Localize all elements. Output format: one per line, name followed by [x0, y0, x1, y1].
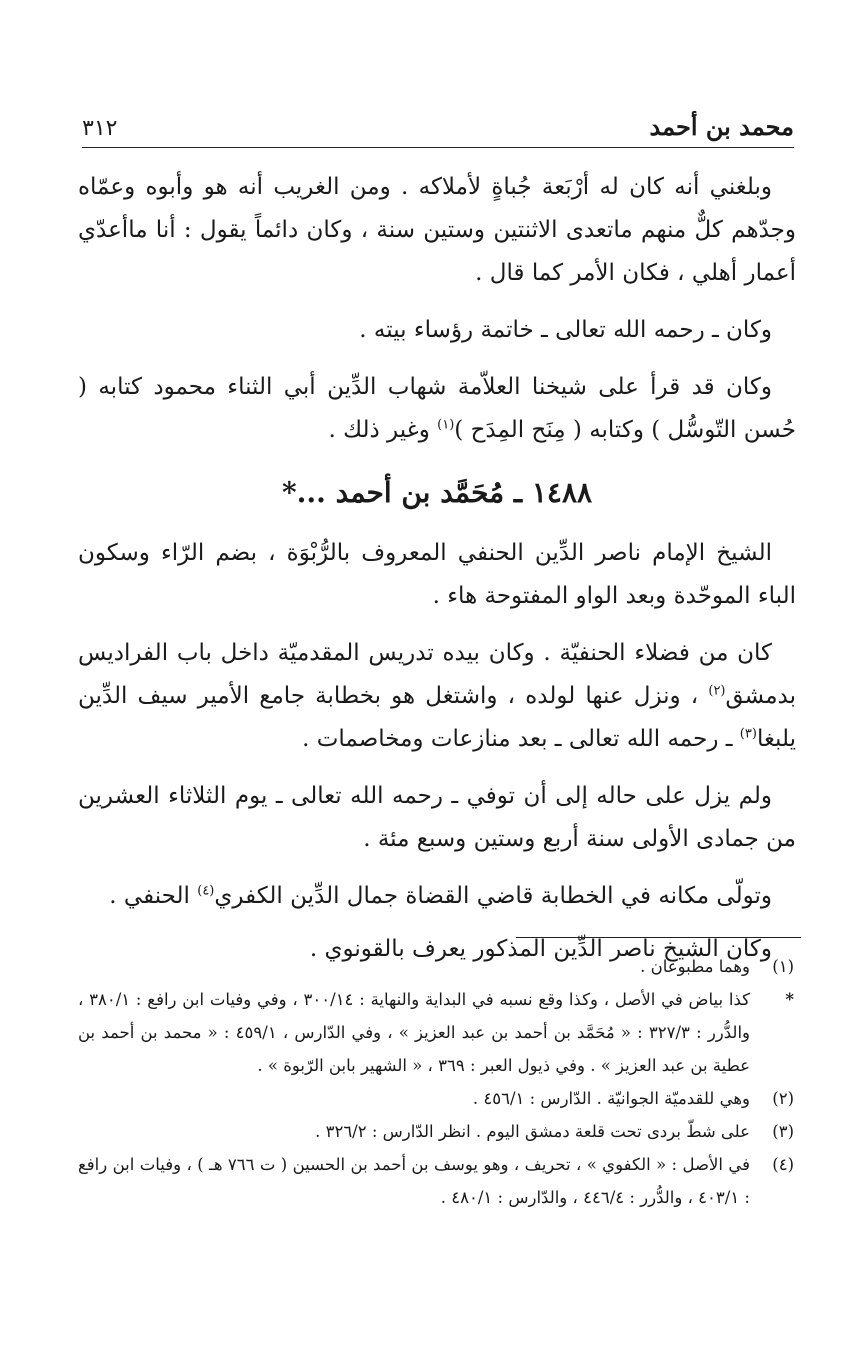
paragraph [78, 632, 796, 761]
footnote-text: كذا بياض في الأصل ، وكذا وقع نسبه في البداية والنهاية : ٣٠٠/١٤ ، وفي وفيات ابن رافع : ٣٨٠/١ ، والدُّرر : ٣٢٧/٣ : « مُحَمَّد بن أحمد بن عبد العزيز » ، وفي الدّارس ، ٤٥٩/١ : « محمد بن أحمد بن عطية بن عبد العزيز » . وفي ذيول العبر : ٣٦٩ ، « الشهير بابن الرّبوة » . [78, 990, 751, 1075]
footnote-text: على شطّ بردى تحت قلعة دمشق اليوم . انظر الدّارس : ٣٢٦/٢ . [315, 1122, 750, 1141]
paragraph [78, 875, 796, 918]
main-text [78, 166, 796, 985]
running-title: محمد بن أحمد [649, 112, 794, 141]
paragraph-text: وتولّى مكانه في الخطابة قاضي القضاة جمال الدِّين الكفري [214, 883, 772, 909]
footnote-text: في الأصل : « الكفوي » ، تحريف ، وهو يوسف بن أحمد بن الحسين ( ت ٧٦٦ هـ ) ، وفيات ابن رافع : ٤٠٣/١ ، والدُّرر : ٤٤٦/٤ ، والدّارس : ٤٨٠/١ . [78, 1155, 750, 1207]
paragraph-text: ـ رحمه الله تعالى ـ بعد منازعات ومخاصمات . [302, 726, 740, 752]
footnote-mark: * [785, 990, 794, 1009]
footnote [78, 1148, 794, 1214]
footnote [78, 1115, 794, 1148]
paragraph: وكان ـ رحمه الله تعالى ـ خاتمة رؤساء بيته . [359, 317, 772, 343]
footnotes [78, 950, 794, 1214]
paragraph [78, 366, 796, 452]
footnote-mark: (١) [772, 957, 794, 976]
page-number: ٣١٢ [82, 116, 118, 141]
paragraph-text: وكان قد قرأ على شيخنا العلاّمة شهاب الدِّين أبي الثناء محمود كتابه ( حُسن التّوسُّل ) وكتابه ( مِنَح المِدَح ) [78, 374, 796, 443]
footnote-mark: (٢) [772, 1089, 794, 1108]
paragraph: ولم يزل على حاله إلى أن توفي ـ رحمه الله تعالى ـ يوم الثلاثاء العشرين من جمادى الأولى سنة أربع وستين وسبع مئة . [78, 783, 796, 852]
paragraph: وبلغني أنه كان له أرْبَعة جُباةٍ لأملاكه . ومن الغريب أنه هو وأبوه وعمّاه وجدّهم كلٌّ منهم ماتعدى الاثنتين وستين سنة ، وكان دائماً يقول : أنا ماأعدّي أعمار أهلي ، فكان الأمر كما قال . [78, 174, 796, 286]
footnote-ref: (٢) [708, 683, 726, 699]
footnote-mark: (٣) [772, 1122, 794, 1141]
footnote [78, 950, 794, 983]
running-header [82, 104, 794, 148]
paragraph-text: الحنفي . [109, 883, 198, 909]
footnote-ref: (٣) [739, 726, 757, 742]
paragraph-text: وغير ذلك . [328, 417, 438, 443]
paragraph: الشيخ الإمام ناصر الدِّين الحنفي المعروف بالرُّبْوَة ، بضم الرّاء وسكون الباء الموحّدة وبعد الواو المفتوحة هاء . [78, 540, 796, 609]
footnote-mark: (٤) [772, 1155, 794, 1174]
paragraph: وكان الشيخ ناصر الدِّين المذكور يعرف بالقونوي . [309, 936, 772, 962]
footnote-ref: (١) [437, 417, 455, 433]
footnote [78, 983, 794, 1082]
footnote [78, 1082, 794, 1115]
paragraph-text: ، ونزل عنها لولده ، واشتغل هو بخطابة جامع الأمير سيف الدِّين يلبغا [78, 683, 796, 752]
entry-heading: ١٤٨٨ ـ مُحَمَّد بن أحمد ...* [281, 476, 593, 509]
paragraph-text: كان من فضلاء الحنفيّة . وكان بيده تدريس المقدميّة داخل باب الفراديس بدمشق [78, 640, 796, 709]
footnote-ref: (٤) [197, 883, 215, 899]
footnote-text: وهما مطبوعان . [640, 957, 750, 976]
footnote-text: وهي للقدميّة الجوانيّة . الدّارس : ٤٥٦/١ . [472, 1089, 750, 1108]
footnote-divider [516, 937, 801, 938]
